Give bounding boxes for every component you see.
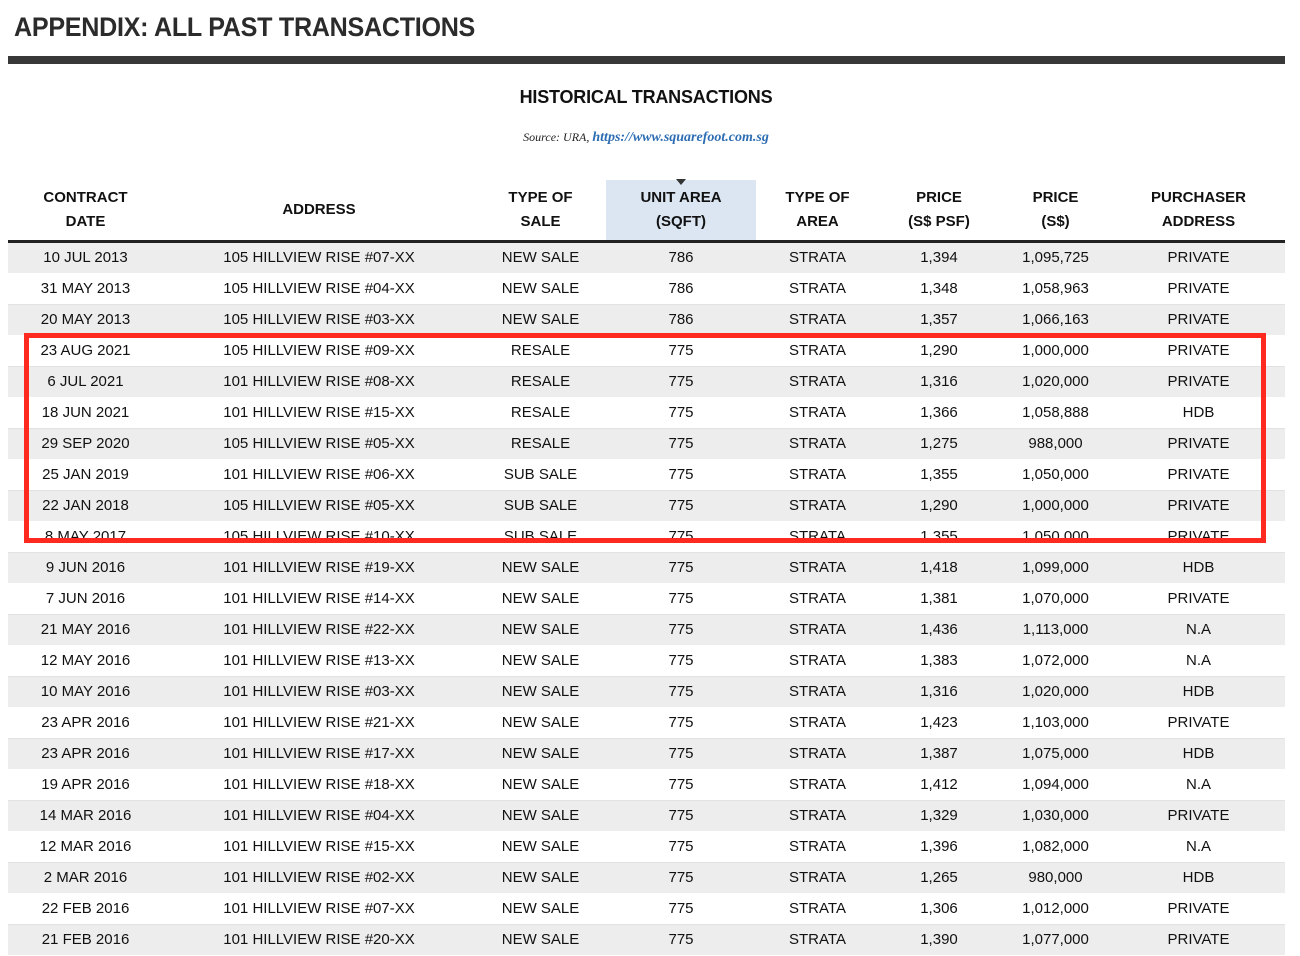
cell-price: 1,070,000	[999, 584, 1112, 615]
cell-price-psf: 1,412	[879, 770, 999, 801]
cell-price: 1,020,000	[999, 677, 1112, 708]
cell-price: 1,058,888	[999, 398, 1112, 429]
cell-purchaser-address: PRIVATE	[1112, 336, 1285, 367]
cell-type-of-area: STRATA	[756, 863, 879, 894]
cell-purchaser-address: HDB	[1112, 677, 1285, 708]
cell-price-psf: 1,306	[879, 894, 999, 925]
table-row	[8, 863, 1285, 894]
table-body	[8, 242, 1285, 956]
cell-contract-date: 10 MAY 2016	[8, 677, 163, 708]
cell-price: 1,020,000	[999, 367, 1112, 398]
cell-contract-date: 22 FEB 2016	[8, 894, 163, 925]
cell-unit-area: 775	[606, 522, 756, 553]
cell-type-of-sale: RESALE	[475, 398, 606, 429]
header-price-psf[interactable]	[879, 180, 999, 242]
header-line: PRICE	[916, 189, 962, 206]
cell-price: 1,082,000	[999, 832, 1112, 863]
cell-type-of-sale: NEW SALE	[475, 242, 606, 274]
cell-type-of-sale: RESALE	[475, 429, 606, 460]
cell-unit-area: 775	[606, 739, 756, 770]
header-line: CONTRACT	[43, 189, 128, 206]
cell-unit-area: 775	[606, 863, 756, 894]
title-divider-bar	[8, 56, 1285, 64]
cell-type-of-area: STRATA	[756, 242, 879, 274]
cell-type-of-area: STRATA	[756, 429, 879, 460]
cell-price: 1,103,000	[999, 708, 1112, 739]
cell-unit-area: 775	[606, 491, 756, 522]
table-row	[8, 460, 1285, 491]
cell-purchaser-address: N.A	[1112, 832, 1285, 863]
cell-address: 101 HILLVIEW RISE #14-XX	[163, 584, 475, 615]
cell-unit-area: 775	[606, 708, 756, 739]
source-prefix: Source: URA,	[523, 130, 590, 144]
cell-contract-date: 10 JUL 2013	[8, 242, 163, 274]
header-line: TYPE OF	[508, 189, 573, 206]
header-contract-date[interactable]	[8, 180, 163, 242]
cell-price-psf: 1,290	[879, 491, 999, 522]
cell-purchaser-address: HDB	[1112, 553, 1285, 584]
cell-type-of-area: STRATA	[756, 801, 879, 832]
cell-price-psf: 1,436	[879, 615, 999, 646]
header-line: DATE	[65, 213, 106, 230]
cell-type-of-sale: NEW SALE	[475, 553, 606, 584]
cell-unit-area: 775	[606, 460, 756, 491]
cell-address: 101 HILLVIEW RISE #17-XX	[163, 739, 475, 770]
cell-unit-area: 775	[606, 615, 756, 646]
cell-price-psf: 1,348	[879, 274, 999, 305]
transactions-table	[8, 180, 1285, 956]
sort-down-arrow-icon	[676, 179, 686, 185]
cell-purchaser-address: PRIVATE	[1112, 242, 1285, 274]
cell-purchaser-address: N.A	[1112, 615, 1285, 646]
cell-type-of-area: STRATA	[756, 367, 879, 398]
cell-unit-area: 786	[606, 274, 756, 305]
cell-price: 1,030,000	[999, 801, 1112, 832]
cell-type-of-area: STRATA	[756, 646, 879, 677]
cell-unit-area: 786	[606, 305, 756, 336]
table-row	[8, 894, 1285, 925]
cell-contract-date: 8 MAY 2017	[8, 522, 163, 553]
cell-purchaser-address: HDB	[1112, 739, 1285, 770]
cell-price: 1,050,000	[999, 522, 1112, 553]
table-row	[8, 584, 1285, 615]
cell-price-psf: 1,396	[879, 832, 999, 863]
cell-type-of-area: STRATA	[756, 770, 879, 801]
cell-unit-area: 775	[606, 925, 756, 956]
header-line: (S$)	[1041, 213, 1070, 230]
cell-address: 101 HILLVIEW RISE #19-XX	[163, 553, 475, 584]
cell-price-psf: 1,357	[879, 305, 999, 336]
cell-contract-date: 2 MAR 2016	[8, 863, 163, 894]
table-row	[8, 646, 1285, 677]
cell-type-of-sale: NEW SALE	[475, 708, 606, 739]
cell-purchaser-address: PRIVATE	[1112, 801, 1285, 832]
cell-price: 1,099,000	[999, 553, 1112, 584]
cell-unit-area: 775	[606, 801, 756, 832]
header-line: (S$ PSF)	[908, 213, 970, 230]
cell-price-psf: 1,418	[879, 553, 999, 584]
cell-address: 101 HILLVIEW RISE #15-XX	[163, 832, 475, 863]
cell-type-of-sale: NEW SALE	[475, 863, 606, 894]
cell-address: 101 HILLVIEW RISE #03-XX	[163, 677, 475, 708]
header-line: TYPE OF	[785, 189, 850, 206]
header-price[interactable]	[999, 180, 1112, 242]
cell-contract-date: 7 JUN 2016	[8, 584, 163, 615]
cell-type-of-sale: SUB SALE	[475, 460, 606, 491]
cell-price-psf: 1,394	[879, 242, 999, 274]
cell-price: 1,075,000	[999, 739, 1112, 770]
cell-address: 105 HILLVIEW RISE #10-XX	[163, 522, 475, 553]
cell-type-of-area: STRATA	[756, 460, 879, 491]
cell-contract-date: 19 APR 2016	[8, 770, 163, 801]
cell-contract-date: 21 FEB 2016	[8, 925, 163, 956]
cell-contract-date: 14 MAR 2016	[8, 801, 163, 832]
cell-type-of-area: STRATA	[756, 491, 879, 522]
cell-purchaser-address: PRIVATE	[1112, 367, 1285, 398]
header-line: SALE	[520, 213, 561, 230]
cell-type-of-sale: NEW SALE	[475, 584, 606, 615]
table-row	[8, 367, 1285, 398]
cell-type-of-area: STRATA	[756, 274, 879, 305]
cell-type-of-sale: SUB SALE	[475, 491, 606, 522]
cell-type-of-area: STRATA	[756, 336, 879, 367]
cell-price-psf: 1,265	[879, 863, 999, 894]
cell-price-psf: 1,316	[879, 677, 999, 708]
table-row	[8, 832, 1285, 863]
cell-address: 101 HILLVIEW RISE #04-XX	[163, 801, 475, 832]
cell-price: 1,072,000	[999, 646, 1112, 677]
header-type-of-sale[interactable]	[475, 180, 606, 242]
cell-price: 1,094,000	[999, 770, 1112, 801]
cell-type-of-area: STRATA	[756, 925, 879, 956]
header-address[interactable]	[163, 180, 475, 242]
cell-purchaser-address: PRIVATE	[1112, 522, 1285, 553]
cell-type-of-sale: NEW SALE	[475, 677, 606, 708]
cell-contract-date: 6 JUL 2021	[8, 367, 163, 398]
table-row	[8, 429, 1285, 460]
cell-contract-date: 12 MAR 2016	[8, 832, 163, 863]
table-row	[8, 336, 1285, 367]
cell-price-psf: 1,423	[879, 708, 999, 739]
cell-type-of-area: STRATA	[756, 584, 879, 615]
header-line: AREA	[796, 213, 839, 230]
table-row	[8, 925, 1285, 956]
cell-contract-date: 23 APR 2016	[8, 708, 163, 739]
cell-contract-date: 31 MAY 2013	[8, 274, 163, 305]
cell-address: 105 HILLVIEW RISE #07-XX	[163, 242, 475, 274]
cell-unit-area: 775	[606, 770, 756, 801]
cell-address: 105 HILLVIEW RISE #09-XX	[163, 336, 475, 367]
cell-type-of-sale: NEW SALE	[475, 739, 606, 770]
cell-type-of-sale: NEW SALE	[475, 305, 606, 336]
cell-unit-area: 775	[606, 584, 756, 615]
cell-price-psf: 1,329	[879, 801, 999, 832]
cell-unit-area: 775	[606, 398, 756, 429]
cell-contract-date: 12 MAY 2016	[8, 646, 163, 677]
cell-purchaser-address: PRIVATE	[1112, 305, 1285, 336]
cell-contract-date: 21 MAY 2016	[8, 615, 163, 646]
cell-address: 101 HILLVIEW RISE #08-XX	[163, 367, 475, 398]
header-unit-area[interactable]	[606, 180, 756, 242]
cell-price: 1,000,000	[999, 491, 1112, 522]
cell-address: 101 HILLVIEW RISE #06-XX	[163, 460, 475, 491]
cell-type-of-area: STRATA	[756, 615, 879, 646]
cell-type-of-area: STRATA	[756, 553, 879, 584]
cell-price-psf: 1,355	[879, 460, 999, 491]
cell-unit-area: 775	[606, 677, 756, 708]
cell-price: 1,050,000	[999, 460, 1112, 491]
table-row	[8, 770, 1285, 801]
cell-unit-area: 786	[606, 242, 756, 274]
page-title: APPENDIX: ALL PAST TRANSACTIONS	[14, 12, 476, 42]
cell-address: 101 HILLVIEW RISE #15-XX	[163, 398, 475, 429]
cell-type-of-sale: RESALE	[475, 336, 606, 367]
cell-unit-area: 775	[606, 894, 756, 925]
cell-price-psf: 1,381	[879, 584, 999, 615]
source-line	[0, 130, 1292, 146]
cell-contract-date: 20 MAY 2013	[8, 305, 163, 336]
cell-type-of-area: STRATA	[756, 398, 879, 429]
cell-contract-date: 23 APR 2016	[8, 739, 163, 770]
cell-unit-area: 775	[606, 553, 756, 584]
table-row	[8, 553, 1285, 584]
cell-contract-date: 9 JUN 2016	[8, 553, 163, 584]
cell-purchaser-address: PRIVATE	[1112, 491, 1285, 522]
source-link[interactable]: https://www.squarefoot.com.sg	[592, 130, 769, 145]
cell-contract-date: 22 JAN 2018	[8, 491, 163, 522]
cell-price: 1,077,000	[999, 925, 1112, 956]
cell-purchaser-address: PRIVATE	[1112, 584, 1285, 615]
cell-unit-area: 775	[606, 367, 756, 398]
cell-unit-area: 775	[606, 646, 756, 677]
cell-purchaser-address: PRIVATE	[1112, 708, 1285, 739]
cell-unit-area: 775	[606, 429, 756, 460]
cell-price: 1,066,163	[999, 305, 1112, 336]
cell-price: 1,012,000	[999, 894, 1112, 925]
cell-purchaser-address: PRIVATE	[1112, 894, 1285, 925]
cell-contract-date: 18 JUN 2021	[8, 398, 163, 429]
cell-type-of-sale: NEW SALE	[475, 646, 606, 677]
cell-price-psf: 1,366	[879, 398, 999, 429]
cell-type-of-sale: NEW SALE	[475, 894, 606, 925]
cell-address: 105 HILLVIEW RISE #03-XX	[163, 305, 475, 336]
table-header-row	[8, 180, 1285, 242]
cell-type-of-sale: NEW SALE	[475, 274, 606, 305]
cell-contract-date: 29 SEP 2020	[8, 429, 163, 460]
cell-type-of-area: STRATA	[756, 677, 879, 708]
table-row	[8, 708, 1285, 739]
cell-purchaser-address: HDB	[1112, 398, 1285, 429]
cell-type-of-sale: NEW SALE	[475, 925, 606, 956]
cell-unit-area: 775	[606, 336, 756, 367]
cell-contract-date: 25 JAN 2019	[8, 460, 163, 491]
header-line: (SQFT)	[656, 213, 706, 230]
table-row	[8, 491, 1285, 522]
table-row	[8, 398, 1285, 429]
cell-address: 101 HILLVIEW RISE #13-XX	[163, 646, 475, 677]
table-row	[8, 801, 1285, 832]
cell-address: 101 HILLVIEW RISE #02-XX	[163, 863, 475, 894]
cell-type-of-area: STRATA	[756, 832, 879, 863]
table-row	[8, 274, 1285, 305]
header-purchaser-address[interactable]	[1112, 180, 1285, 242]
cell-type-of-sale: NEW SALE	[475, 801, 606, 832]
cell-purchaser-address: PRIVATE	[1112, 460, 1285, 491]
cell-type-of-sale: RESALE	[475, 367, 606, 398]
header-line: PRICE	[1032, 189, 1079, 206]
cell-contract-date: 23 AUG 2021	[8, 336, 163, 367]
cell-address: 101 HILLVIEW RISE #20-XX	[163, 925, 475, 956]
cell-price-psf: 1,316	[879, 367, 999, 398]
cell-type-of-area: STRATA	[756, 522, 879, 553]
cell-address: 101 HILLVIEW RISE #07-XX	[163, 894, 475, 925]
cell-type-of-sale: NEW SALE	[475, 615, 606, 646]
cell-price: 1,113,000	[999, 615, 1112, 646]
header-line: UNIT AREA	[640, 189, 722, 206]
cell-price-psf: 1,383	[879, 646, 999, 677]
cell-purchaser-address: PRIVATE	[1112, 429, 1285, 460]
cell-type-of-area: STRATA	[756, 708, 879, 739]
cell-purchaser-address: N.A	[1112, 646, 1285, 677]
cell-purchaser-address: PRIVATE	[1112, 274, 1285, 305]
cell-type-of-area: STRATA	[756, 894, 879, 925]
cell-price: 1,058,963	[999, 274, 1112, 305]
cell-address: 105 HILLVIEW RISE #05-XX	[163, 429, 475, 460]
header-type-of-area[interactable]	[756, 180, 879, 242]
cell-type-of-sale: NEW SALE	[475, 770, 606, 801]
cell-address: 101 HILLVIEW RISE #21-XX	[163, 708, 475, 739]
table-row	[8, 305, 1285, 336]
table-row	[8, 615, 1285, 646]
cell-price: 1,000,000	[999, 336, 1112, 367]
cell-type-of-area: STRATA	[756, 739, 879, 770]
cell-price-psf: 1,290	[879, 336, 999, 367]
cell-unit-area: 775	[606, 832, 756, 863]
cell-type-of-area: STRATA	[756, 305, 879, 336]
cell-price-psf: 1,275	[879, 429, 999, 460]
table-row	[8, 522, 1285, 553]
header-line: PURCHASER	[1150, 189, 1246, 206]
table-row	[8, 739, 1285, 770]
cell-price: 980,000	[999, 863, 1112, 894]
cell-price-psf: 1,387	[879, 739, 999, 770]
cell-type-of-sale: SUB SALE	[475, 522, 606, 553]
cell-purchaser-address: N.A	[1112, 770, 1285, 801]
cell-price: 988,000	[999, 429, 1112, 460]
table-row	[8, 677, 1285, 708]
section-title: HISTORICAL TRANSACTIONS	[519, 87, 773, 107]
cell-address: 101 HILLVIEW RISE #18-XX	[163, 770, 475, 801]
cell-type-of-sale: NEW SALE	[475, 832, 606, 863]
cell-address: 105 HILLVIEW RISE #05-XX	[163, 491, 475, 522]
cell-purchaser-address: PRIVATE	[1112, 925, 1285, 956]
cell-address: 101 HILLVIEW RISE #22-XX	[163, 615, 475, 646]
cell-address: 105 HILLVIEW RISE #04-XX	[163, 274, 475, 305]
cell-price-psf: 1,390	[879, 925, 999, 956]
header-line: ADDRESS	[282, 201, 356, 218]
cell-purchaser-address: HDB	[1112, 863, 1285, 894]
cell-price: 1,095,725	[999, 242, 1112, 274]
table-row	[8, 242, 1285, 274]
cell-price-psf: 1,355	[879, 522, 999, 553]
header-line: ADDRESS	[1161, 213, 1236, 230]
